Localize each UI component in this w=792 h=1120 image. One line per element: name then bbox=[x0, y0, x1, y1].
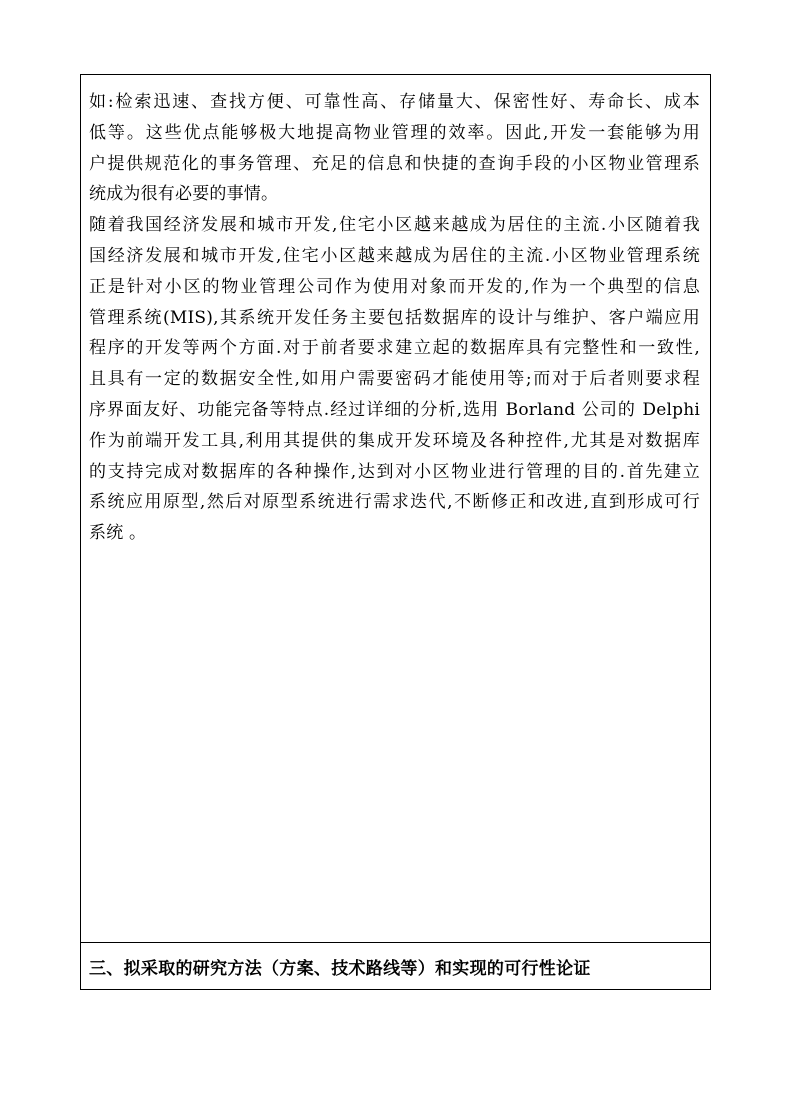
text-line: 程序的开发等两个方面.对于前者要求建立起的数据库具有完整性和一致性, bbox=[89, 338, 700, 359]
paragraph bbox=[89, 210, 700, 549]
text-line: 的支持完成对数据库的各种操作,达到对小区物业进行管理的目的.首先建立 bbox=[89, 461, 700, 482]
form-table bbox=[80, 74, 711, 990]
text-line: 统成为很有必要的事情。 bbox=[89, 184, 279, 205]
text-line: 且具有一定的数据安全性,如用户需要密码才能使用等;而对于后者则要求程 bbox=[89, 369, 700, 390]
text-line: 户提供规范化的事务管理、充足的信息和快捷的查询手段的小区物业管理系 bbox=[89, 153, 700, 174]
text-line: 低等。这些优点能够极大地提高物业管理的效率。因此,开发一套能够为用 bbox=[89, 122, 700, 143]
content-cell bbox=[81, 75, 710, 942]
text-line: 作为前端开发工具,利用其提供的集成开发环境及各种控件,尤其是对数据库 bbox=[89, 430, 700, 451]
text-line: 如:检索迅速、查找方便、可靠性高、存储量大、保密性好、寿命长、成本 bbox=[89, 92, 700, 112]
text-line: 国经济发展和城市开发,住宅小区越来越成为居住的主流.小区物业管理系统 bbox=[89, 245, 700, 266]
text-line: 系统 。 bbox=[89, 523, 147, 544]
text-line: 管理系统(MIS),其系统开发任务主要包括数据库的设计与维护、客户端应用 bbox=[89, 307, 700, 328]
section-heading: 三、拟采取的研究方法（方案、技术路线等）和实现的可行性论证 bbox=[89, 958, 591, 979]
paragraph bbox=[89, 87, 700, 210]
text-line: 系统应用原型,然后对原型系统进行需求迭代,不断修正和改进,直到形成可行 bbox=[89, 492, 700, 513]
text-line: 序界面友好、功能完备等特点.经过详细的分析,选用 Borland 公司的 Delphi bbox=[89, 399, 700, 420]
text-line: 随着我国经济发展和城市开发,住宅小区越来越成为居住的主流.小区随着我 bbox=[89, 215, 700, 236]
text-line: 正是针对小区的物业管理公司作为使用对象而开发的,作为一个典型的信息 bbox=[89, 276, 700, 297]
